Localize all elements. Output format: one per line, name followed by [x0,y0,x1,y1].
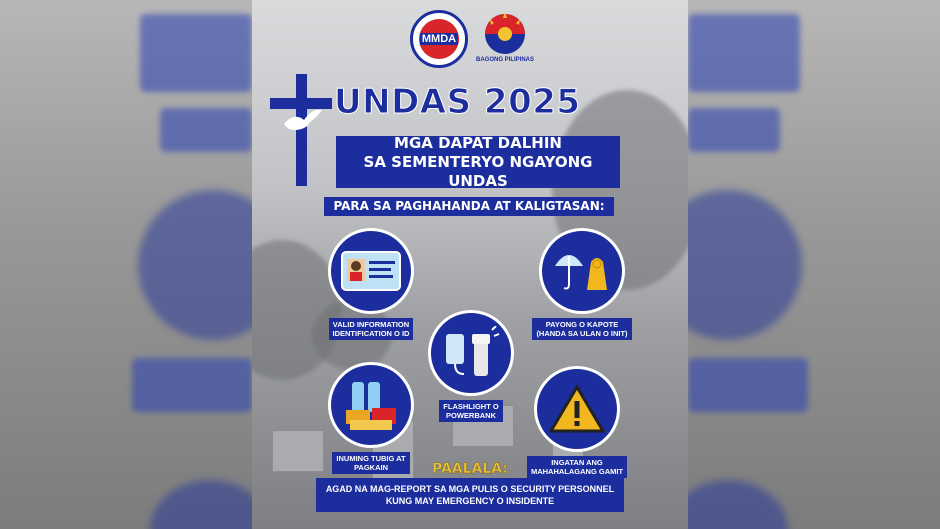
mmda-logo-text: MMDA [421,33,457,45]
bagong-pilipinas-text: BAGONG PILIPINAS [476,57,535,63]
reminder-line-2: KUNG MAY EMERGENCY O INSIDENTE [385,496,555,506]
warning-icon [549,384,605,434]
water-food-icon [342,378,400,432]
item-valid-id [316,228,426,341]
bagong-pilipinas-logo [476,10,534,63]
id-card-icon [341,251,401,291]
dove-icon [282,108,324,134]
blurred-background-left [0,0,252,529]
flashlight-powerbank-icon [442,326,500,380]
item-umbrella-raincoat [522,228,642,341]
page-title: UNDAS 2025 [334,82,581,122]
subtitle-line-2: SA SEMENTERYO NGAYONG UNDAS [363,152,593,190]
blurred-background-right [688,0,940,529]
subtitle-line-1: MGA DAPAT DALHIN [394,133,562,152]
item-label: VALID INFORMATION IDENTIFICATION O ID [329,318,414,340]
cross-icon [270,74,332,186]
reminder-line-1: AGAD NA MAG-REPORT SA MGA PULIS O SECURITY PERSONNEL [325,484,615,494]
item-flashlight-powerbank [416,310,526,423]
logos [410,10,534,68]
item-label: INUMING TUBIG AT PAGKAIN [332,452,409,474]
umbrella-raincoat-icon [551,244,613,298]
tagline: PARA SA PAGHAHANDA AT KALIGTASAN: [324,197,614,216]
item-label: FLASHLIGHT O POWERBANK [439,400,502,422]
item-label: PAYONG O KAPOTE (HANDA SA ULAN O INIT) [532,318,631,340]
mmda-logo [410,10,468,68]
undas-poster [252,0,688,529]
bagong-pilipinas-emblem-icon [478,10,532,56]
reminder-notice [316,478,624,512]
reminder-heading: PAALALA: [431,461,508,477]
subtitle-box [336,133,620,190]
item-water-food [316,362,426,475]
item-label: INGATAN ANG MAHAHALAGANG GAMIT [527,456,627,478]
